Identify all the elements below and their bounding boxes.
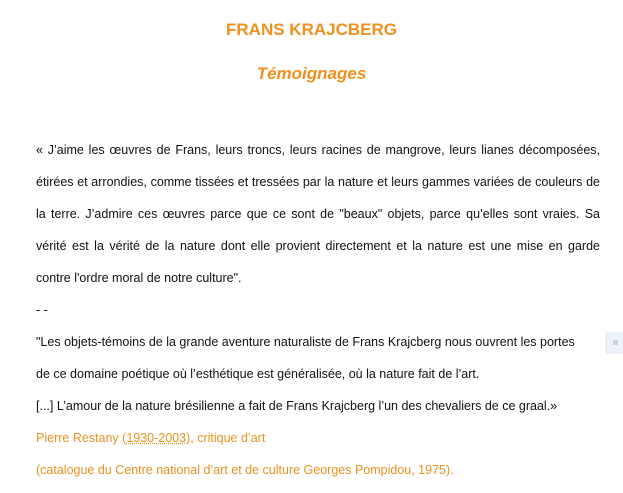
- page-title: FRANS KRAJCBERG: [226, 20, 397, 39]
- quote-paragraph: « J’aime les œuvres de Frans, leurs troncs, leurs racines de mangrove, leurs lianes décomposées, étirées et arrondies, comme tissées et tressées par la nature et leurs gammes variées de couleurs de la terre. J’admire ces œuvres parce que ce sont de "beaux" objets, parce qu’elles sont vraies. Sa vérité est la vérité de la nature dont elle provient directement et la nature est une mise en garde contre l'ordre moral de notre culture".: [36, 143, 600, 285]
- quote2-line-2: de ce domaine poétique où l’esthétique est généralisée, où la nature fait de l’art.: [36, 367, 480, 381]
- document-body: [36, 134, 600, 486]
- quote2-line-1: "Les objets-témoins de la grande aventure naturaliste de Frans Krajcberg nous ouvrent les portes: [36, 335, 575, 349]
- author-name: Pierre Restany (: [36, 431, 127, 445]
- separator: - -: [36, 303, 48, 317]
- author-dates-link[interactable]: 1930-2003: [126, 431, 187, 445]
- author-credit: [36, 422, 600, 454]
- source-citation: (catalogue du Centre national d’art et de culture Georges Pompidou, 1975).: [36, 463, 454, 477]
- page-subtitle: Témoignages: [256, 64, 367, 83]
- side-panel-tab[interactable]: [606, 332, 623, 354]
- author-role: ), critique d’art: [186, 431, 266, 445]
- side-tab-icon: [613, 340, 618, 345]
- quote2-line-3: [...] L’amour de la nature brésilienne a fait de Frans Krajcberg l’un des chevaliers de ce graal.»: [36, 399, 558, 413]
